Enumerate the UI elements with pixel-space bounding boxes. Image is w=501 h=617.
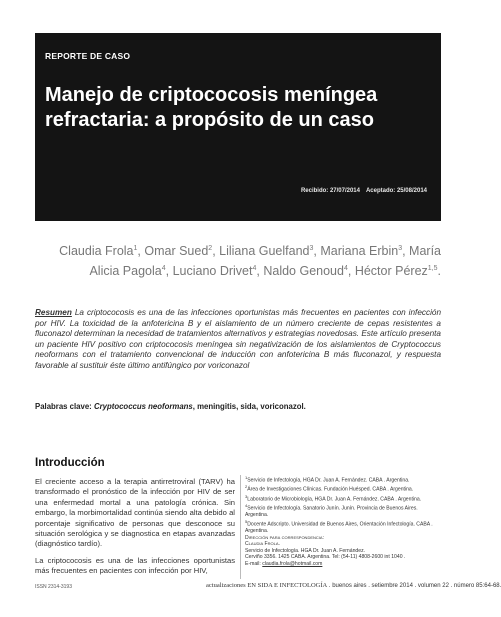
- keywords-rest: , meningitis, sida, voriconazol.: [192, 402, 306, 411]
- accepted-date: Aceptado: 25/08/2014: [365, 188, 427, 194]
- article-dates: [295, 188, 427, 194]
- article-header: [35, 33, 441, 221]
- correspondence-email: E-mail: claudia.frola@hotmail.com: [245, 560, 323, 567]
- abstract-heading: Resumen: [35, 308, 72, 317]
- affiliation: $^4$Servicio de Infectología. Sanatorio Junín. Junín. Provincia de Buenos Aires. Argentina.: [245, 502, 418, 519]
- affiliation: $^5$Docente Adscripto. Universidad de Buenos Aires, Orientación Infectología. CABA . Argentina.: [245, 518, 433, 534]
- intro-paragraph-2: La criptococosis es una de las infecciones oportunistas más frecuentes en pacientes con infección por HIV,: [35, 555, 235, 576]
- author: María Alicia Pagola$^4$: [89, 244, 441, 279]
- correspondence-label: Dirección para correspondencia:: [245, 534, 324, 541]
- citation-details: . buenos aires . setiembre 2014 . volumen 22 . número 85:64-68.: [327, 583, 501, 589]
- received-date: Recibido: 27/07/2014: [300, 188, 360, 194]
- keyword-species: Cryptococcus neoformans: [93, 402, 193, 411]
- correspondence-address: Cerviño 3356. 1425 CABA. Argentina. Tel: (54-11) 4808-2600 int 1040 .: [245, 554, 406, 561]
- correspondence-name: Claudia Frola.: [245, 541, 280, 548]
- intro-paragraph-1: El creciente acceso a la terapia antirretroviral (TARV) ha transformado el pronóstico de la infección por HIV de ser una enfermedad mortal a una patología crónica. Sin embargo, la morbimortalidad continúa siendo alta debido al porcentaje significativo de personas que desconoce su situación serológica y se diagnostica en etapas avanzadas (diagnóstico tardío).: [35, 477, 235, 549]
- author: Liliana Guelfand$^3$: [219, 244, 314, 259]
- introduction-heading: Introducción: [35, 457, 105, 469]
- article-title: [45, 83, 425, 133]
- journal-name: actualizaciones EN SIDA E INFECTOLOGÍA: [206, 582, 328, 589]
- affiliation: $^1$Servicio de Infectología, HGA Dr. Juan A. Fernández. CABA . Argentina.: [245, 475, 410, 484]
- abstract: [35, 308, 441, 372]
- correspondence-service: Servicio de Infectología. HGA Dr. Juan A. Fernández.: [245, 547, 366, 554]
- affiliations-box: [240, 475, 441, 579]
- keywords: [35, 402, 441, 411]
- affiliation: $^3$Laboratorio de Microbiología, HGA Dr. Juan A. Fernández. CABA . Argentina.: [245, 493, 422, 503]
- keywords-label: Palabras clave:: [35, 402, 92, 411]
- affiliation: $^2$Área de Investigaciones Clínicas. Fundación Huésped. CABA . Argentina.: [245, 484, 414, 493]
- title-line-2: refractaria: a propósito de un caso: [45, 109, 374, 131]
- author: Mariana Erbin$^3$: [320, 244, 403, 259]
- section-label: REPORTE DE CASO: [45, 51, 131, 61]
- issn: ISSN 2314-3193: [35, 584, 72, 590]
- author: Héctor Pérez$^{1,5}$: [354, 264, 438, 279]
- author: Omar Sued$^2$: [144, 244, 213, 259]
- author: Naldo Genoud$^4$: [263, 264, 348, 279]
- title-line-1: Manejo de criptococosis meníngea: [45, 84, 378, 106]
- author: Luciano Drivet$^4$: [172, 264, 257, 279]
- abstract-text: La criptococosis es una de las infecciones oportunistas más frecuentes en pacientes con infección por HIV. La toxicidad de la anfotericina B y el aislamiento de un número creciente de cepas resistentes a fluconazol determinan la necesidad de tratamientos alternativos y estrategias novedosas. Este artículo presenta un paciente HIV positivo con criptococosis meníngea sin negativización de los aislamientos de Cryptococcus neoformans con el tratamiento convencional de inducción con anfotericina B más fluconazol, y respuesta favorable al sustituir éste último antifúngico por voriconazol: [35, 308, 441, 370]
- author-list: Claudia Frola$^1$, Omar Sued$^2$, Liliana Guelfand$^3$, Mariana Erbin$^3$, María Alicia Pagola$^4$, Luciano Drivet$^4$, Naldo Genoud$^4$, Héctor Pérez$^{1,5}$.: [59, 244, 441, 279]
- journal-citation: [206, 582, 501, 589]
- author: Claudia Frola$^1$: [59, 244, 138, 259]
- introduction-body: [35, 477, 235, 583]
- email-link[interactable]: claudia.frola@hotmail.com: [262, 560, 323, 567]
